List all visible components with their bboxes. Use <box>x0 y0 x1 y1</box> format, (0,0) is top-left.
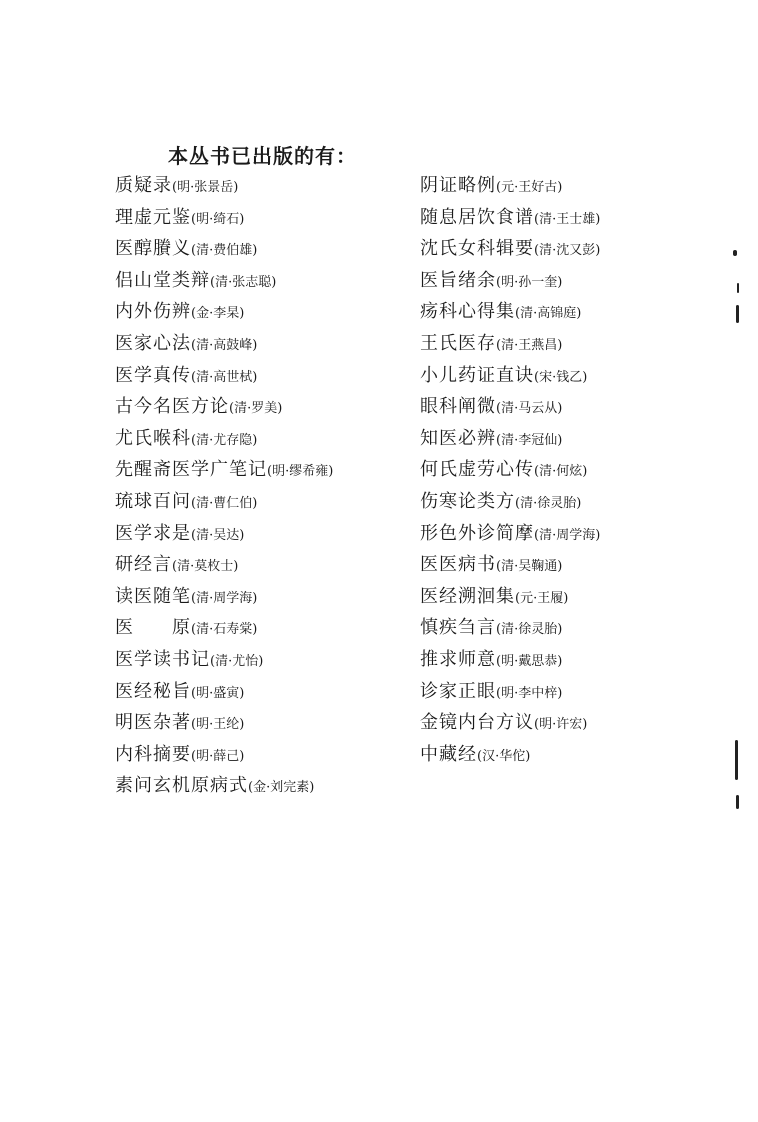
book-title: 素问玄机原病式 <box>115 775 248 797</box>
book-title: 医经秘旨 <box>115 680 191 702</box>
book-entry <box>420 394 720 426</box>
book-author: (明·盛寅) <box>191 685 245 701</box>
book-author: (清·周学海) <box>534 527 601 543</box>
book-entry <box>420 331 720 363</box>
book-entry <box>420 647 720 679</box>
book-entry <box>115 615 405 647</box>
book-title: 侣山堂类辩 <box>115 269 210 291</box>
book-title: 医旨绪余 <box>420 269 496 291</box>
book-title: 知医必辨 <box>420 427 496 449</box>
book-entry <box>115 773 405 805</box>
book-author: (清·高世栻) <box>191 369 258 385</box>
book-author: (元·王履) <box>515 590 569 606</box>
book-entry <box>420 205 720 237</box>
book-author: (清·张志聪) <box>210 274 277 290</box>
book-author: (明·张景岳) <box>172 180 239 195</box>
book-author: (清·石寿棠) <box>191 622 258 638</box>
book-entry <box>115 236 405 268</box>
book-title: 医经溯洄集 <box>420 585 515 607</box>
book-title: 医医病书 <box>420 554 496 576</box>
book-entry <box>420 489 720 521</box>
book-author: (清·罗美) <box>229 401 283 417</box>
book-entry <box>115 489 405 521</box>
book-author: (清·莫枚士) <box>172 559 239 575</box>
book-entry <box>420 584 720 616</box>
book-entry <box>420 299 720 331</box>
book-entry <box>115 552 405 584</box>
book-entry <box>115 173 405 205</box>
book-entry <box>420 268 720 300</box>
book-author: (清·高鼓峰) <box>191 337 258 353</box>
book-author: (清·周学海) <box>191 590 258 606</box>
book-title: 先醒斋医学广笔记 <box>115 459 267 481</box>
left-book-column <box>115 173 405 805</box>
book-title: 内科摘要 <box>115 743 191 765</box>
book-author: (明·王纶) <box>191 717 245 733</box>
book-title: 阴证略例 <box>420 175 496 196</box>
book-title: 金镜内台方议 <box>420 712 534 734</box>
book-title: 小儿药证直诀 <box>420 364 534 386</box>
book-author: (清·徐灵胎) <box>515 495 582 511</box>
book-author: (金·李杲) <box>191 306 245 322</box>
book-title: 古今名医方论 <box>115 396 229 418</box>
book-entry <box>420 710 720 742</box>
book-entry <box>115 521 405 553</box>
book-entry <box>115 584 405 616</box>
book-author: (清·曹仁伯) <box>191 495 258 511</box>
book-author: (清·尤怡) <box>210 653 264 669</box>
book-title: 随息居饮食谱 <box>420 206 534 228</box>
book-entry <box>420 742 720 774</box>
book-author: (汉·华佗) <box>477 748 531 764</box>
scan-speck <box>737 283 739 293</box>
book-entry <box>115 710 405 742</box>
book-title: 医学真传 <box>115 364 191 386</box>
scan-speck <box>733 250 737 256</box>
book-entry <box>420 173 720 205</box>
book-title: 内外伤辨 <box>115 301 191 323</box>
book-title: 尤氏喉科 <box>115 427 191 449</box>
book-entry <box>115 205 405 237</box>
book-author: (明·戴思恭) <box>496 653 563 669</box>
page-heading: 本丛书已出版的有： <box>168 144 357 168</box>
book-entry <box>420 426 720 458</box>
book-entry <box>115 457 405 489</box>
book-title: 医学读书记 <box>115 648 210 670</box>
book-author: (金·刘完素) <box>248 780 315 796</box>
book-title: 琉球百问 <box>115 490 191 512</box>
book-entry <box>115 647 405 679</box>
book-author: (明·李中梓) <box>496 685 563 701</box>
book-title: 推求师意 <box>420 648 496 670</box>
book-entry <box>115 363 405 395</box>
book-entry <box>115 268 405 300</box>
book-entry <box>115 742 405 774</box>
book-title: 王氏医存 <box>420 332 496 354</box>
book-entry <box>420 236 720 268</box>
book-author: (清·徐灵胎) <box>496 622 563 638</box>
book-author: (清·马云从) <box>496 401 563 417</box>
book-title: 沈氏女科辑要 <box>420 238 534 260</box>
book-title: 质疑录 <box>115 175 172 196</box>
book-entry <box>420 457 720 489</box>
book-author: (清·吴鞠通) <box>496 559 563 575</box>
book-author: (宋·钱乙) <box>534 369 588 385</box>
right-book-column <box>420 173 720 773</box>
book-title: 中藏经 <box>420 743 477 765</box>
book-entry <box>115 426 405 458</box>
book-author: (清·沈又彭) <box>534 243 601 259</box>
book-entry <box>420 521 720 553</box>
book-author: (清·何炫) <box>534 464 588 480</box>
scan-speck <box>736 305 739 323</box>
book-entry <box>115 394 405 426</box>
book-title: 明医杂著 <box>115 712 191 734</box>
book-author: (清·费伯雄) <box>191 243 258 259</box>
book-author: (元·王好古) <box>496 180 563 195</box>
book-title: 研经言 <box>115 554 172 576</box>
book-title: 眼科阐微 <box>420 396 496 418</box>
book-title: 医家心法 <box>115 332 191 354</box>
book-author: (清·吴达) <box>191 527 245 543</box>
book-author: (明·薛己) <box>191 748 245 764</box>
book-author: (明·缪希雍) <box>267 464 334 480</box>
book-author: (明·许宏) <box>534 717 588 733</box>
book-author: (清·尤存隐) <box>191 432 258 448</box>
book-author: (明·绮石) <box>191 211 245 227</box>
book-entry <box>115 679 405 711</box>
book-title: 医醇賸义 <box>115 238 191 260</box>
book-title: 诊家正眼 <box>420 680 496 702</box>
book-title: 形色外诊简摩 <box>420 522 534 544</box>
book-title: 疡科心得集 <box>420 301 515 323</box>
book-title: 读医随笔 <box>115 585 191 607</box>
book-title: 伤寒论类方 <box>420 490 515 512</box>
book-author: (清·王燕昌) <box>496 337 563 353</box>
book-title: 慎疾刍言 <box>420 617 496 639</box>
book-entry <box>115 331 405 363</box>
book-entry <box>420 615 720 647</box>
book-author: (明·孙一奎) <box>496 274 563 290</box>
book-title: 理虚元鉴 <box>115 206 191 228</box>
scan-speck <box>736 795 739 809</box>
book-entry <box>420 679 720 711</box>
book-entry <box>420 552 720 584</box>
book-author: (清·高锦庭) <box>515 306 582 322</box>
scan-speck <box>735 740 738 780</box>
book-entry <box>115 299 405 331</box>
book-author: (清·李冠仙) <box>496 432 563 448</box>
book-title: 医 原 <box>115 617 191 639</box>
book-entry <box>420 363 720 395</box>
book-author: (清·王士雄) <box>534 211 601 227</box>
book-title: 医学求是 <box>115 522 191 544</box>
book-title: 何氏虚劳心传 <box>420 459 534 481</box>
